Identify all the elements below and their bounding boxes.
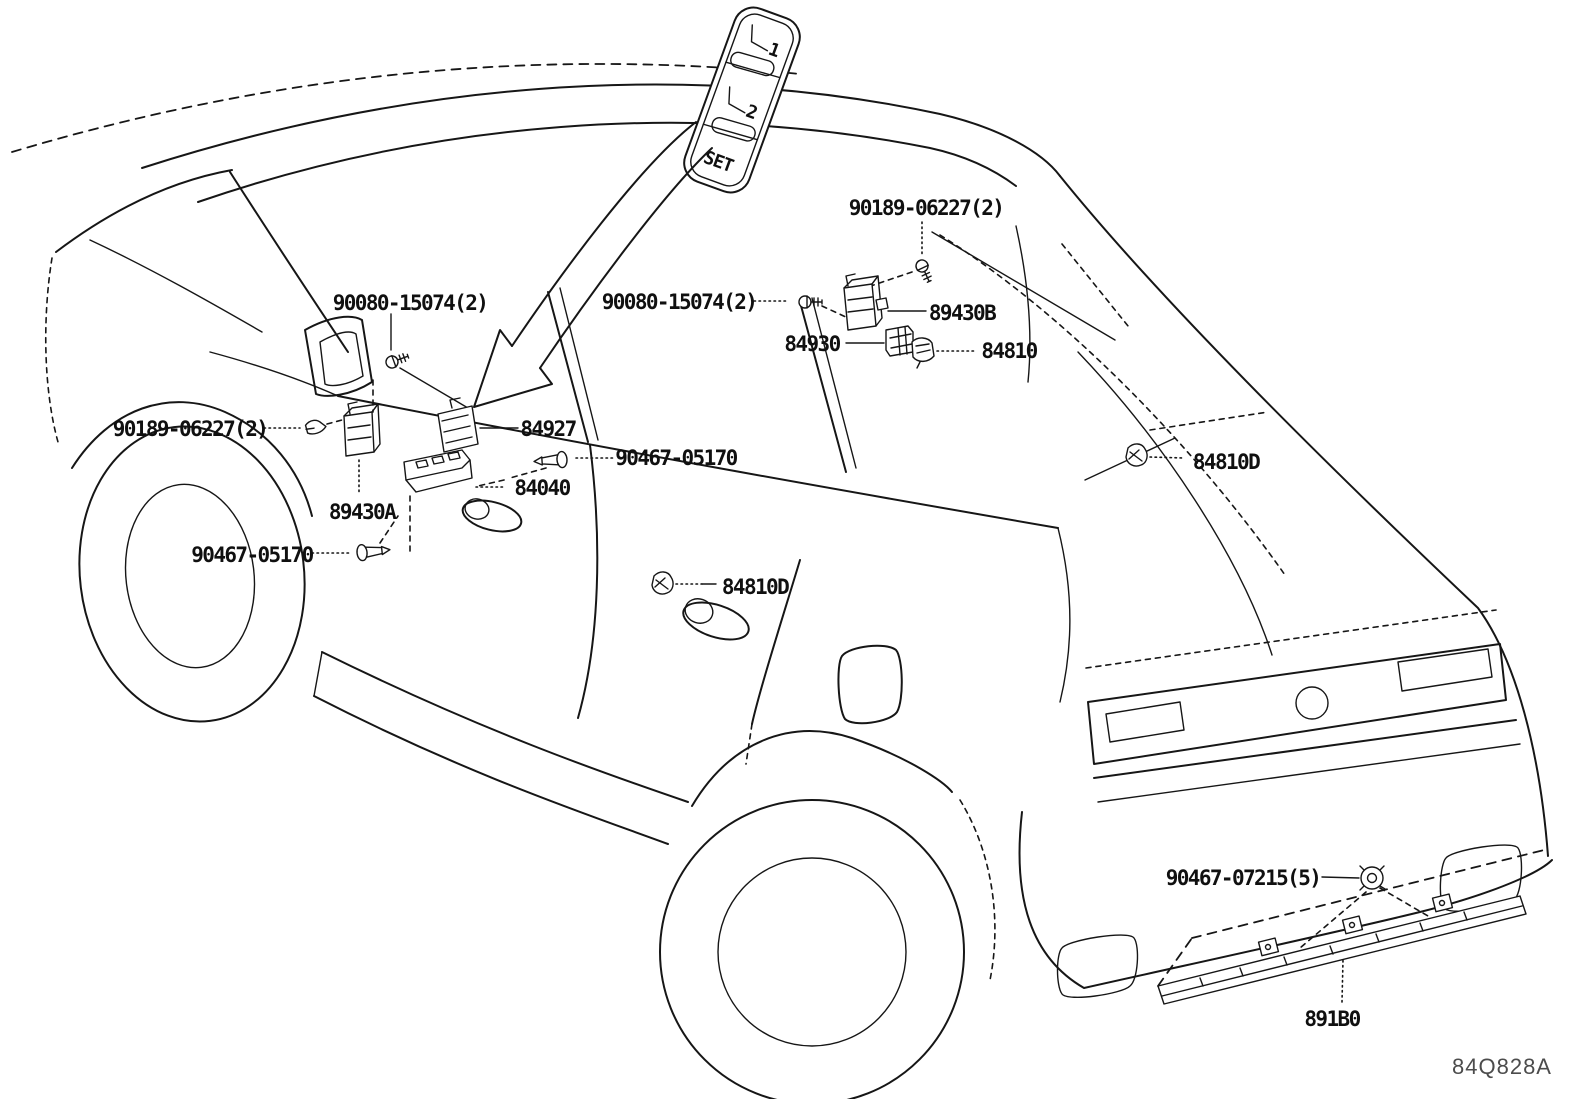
part-label-90080-15074-center[interactable]: 90080-15074(2)	[601, 290, 757, 314]
part-screw-90189-top[interactable]	[914, 258, 935, 284]
part-label-90467-07215[interactable]: 90467-07215(5)	[1165, 866, 1321, 890]
part-pin-90467-center[interactable]	[533, 451, 567, 469]
part-clip-90467-rear[interactable]	[1360, 866, 1385, 890]
part-connector-84930[interactable]	[886, 326, 913, 356]
part-label-89430B[interactable]: 89430B	[928, 301, 996, 325]
part-label-84930[interactable]: 84930	[784, 332, 840, 356]
part-screw-90080-left[interactable]	[384, 351, 410, 370]
part-grommet-84810D-middle[interactable]	[652, 572, 673, 594]
part-label-90467-05170-center[interactable]: 90467-05170	[615, 446, 737, 470]
part-label-90080-15074-left[interactable]: 90080-15074(2)	[332, 291, 488, 315]
part-sensor-84810[interactable]	[912, 338, 934, 368]
part-label-84927[interactable]: 84927	[520, 417, 576, 441]
part-label-90467-05170-left[interactable]: 90467-05170	[191, 543, 313, 567]
memory-button-2-label: 2	[743, 100, 760, 124]
part-bracket-84927[interactable]	[438, 398, 478, 452]
part-relay-89430A[interactable]	[344, 402, 380, 456]
part-screw-90080-center[interactable]	[799, 296, 822, 308]
part-pin-90467-left[interactable]	[356, 542, 390, 561]
figure-code: 84Q828A	[1452, 1054, 1552, 1079]
part-label-84040[interactable]: 84040	[514, 476, 570, 500]
part-clip-90189-left[interactable]	[305, 419, 327, 435]
part-label-84810D-right[interactable]: 84810D	[1192, 450, 1260, 474]
part-label-89430A[interactable]: 89430A	[328, 500, 396, 524]
part-label-84810D-middle[interactable]: 84810D	[721, 575, 789, 599]
part-label-90189-06227-left[interactable]: 90189-06227(2)	[112, 417, 268, 441]
memory-switch-detail[interactable]	[679, 2, 806, 198]
part-label-84810[interactable]: 84810	[981, 339, 1037, 363]
part-label-891B0[interactable]: 891B0	[1304, 1007, 1360, 1031]
memory-button-set-label: SET	[700, 147, 736, 177]
part-label-90189-06227-top[interactable]: 90189-06227(2)	[848, 196, 1004, 220]
part-switch-84040[interactable]	[404, 450, 472, 492]
part-grommet-84810D-right[interactable]	[1126, 444, 1147, 466]
memory-button-1-label: 1	[765, 38, 783, 62]
pointer-arrow	[474, 122, 712, 407]
